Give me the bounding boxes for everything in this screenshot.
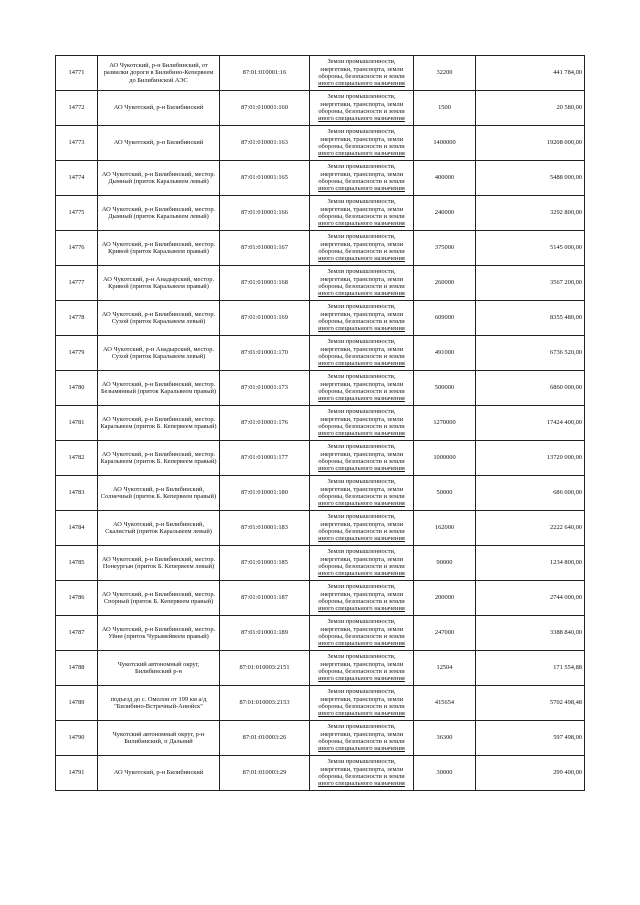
area-cell: 90000 [414,546,476,581]
area-cell: 162000 [414,511,476,546]
address-cell: АО Чукотский, р-н Билибинский, местор. Безымянный (приток Каральвеем правый) [98,371,220,406]
land-category-line: иного специального назначения [318,255,405,263]
land-category-line: иного специального назначения [318,150,405,158]
land-category-line: обороны, безопасности и земли [318,563,405,570]
land-category-line: иного специального назначения [318,325,405,333]
record-number-cell: 14780 [56,371,98,406]
address-cell: АО Чукотский, р-н Билибинский, местор. Каральвеем (приток Б. Кепервеем правый) [98,406,220,441]
cadastral-number-cell: 87:01:010001:173 [220,371,310,406]
record-number-cell: 14777 [56,266,98,301]
address-cell: АО Чукотский, р-н Билибинский, местор. Дымный (приток Каральвеем левый) [98,196,220,231]
table-row [56,546,585,581]
land-category-line: Земли промышленности, [327,338,396,346]
cadastral-number-cell: 87:01:010001:165 [220,161,310,196]
cadastral-number-cell: 87:01:010001:185 [220,546,310,581]
land-category-line: иного специального назначения [318,80,405,88]
land-category-line: энергетики, транспорта, земли [319,205,404,213]
table-row [56,581,585,616]
land-category-line: обороны, безопасности и земли [318,143,405,150]
record-number-cell: 14788 [56,651,98,686]
cadastral-value-cell: 17424 400,00 [476,406,585,441]
area-cell: 1270000 [414,406,476,441]
land-category-line: энергетики, транспорта, земли [319,520,404,528]
table-row [56,336,585,371]
land-category-line: Земли промышленности, [327,513,396,521]
cadastral-number-cell: 87:01:010001:166 [220,196,310,231]
land-category-line: энергетики, транспорта, земли [319,450,404,458]
land-category-line: энергетики, транспорта, земли [319,695,404,703]
land-category-line: энергетики, транспорта, земли [319,275,404,283]
land-category-line: энергетики, транспорта, земли [319,65,404,73]
table-row [56,476,585,511]
land-category-line: Земли промышленности, [327,548,396,556]
cadastral-value-cell: 1234 800,00 [476,546,585,581]
cadastral-number-cell: 87:01:010001:183 [220,511,310,546]
cadastral-value-cell: 19208 000,00 [476,126,585,161]
record-number-cell: 14775 [56,196,98,231]
land-category-line: обороны, безопасности и земли [318,703,405,710]
area-cell: 247000 [414,616,476,651]
cadastral-number-cell: 87:01:010001:177 [220,441,310,476]
address-cell: подъезд до с. Омолон от 199 км а/д "Билибино-Встречный-Анюйск" [98,686,220,721]
record-number-cell: 14787 [56,616,98,651]
table-row [56,56,585,91]
land-category-line: энергетики, транспорта, земли [319,485,404,493]
area-cell: 415654 [414,686,476,721]
table-row [56,266,585,301]
land-category-line: энергетики, транспорта, земли [319,100,404,108]
cadastral-value-cell: 171 554,88 [476,651,585,686]
land-category-line: иного специального назначения [318,185,405,193]
table-row [56,231,585,266]
land-category-cell [310,546,414,581]
land-category-cell [310,161,414,196]
land-category-line: энергетики, транспорта, земли [319,135,404,143]
cadastral-value-cell: 5488 000,00 [476,161,585,196]
land-category-line: энергетики, транспорта, земли [319,660,404,668]
area-cell: 1400000 [414,126,476,161]
address-cell: АО Чукотский, р-н Билибинский [98,756,220,791]
cadastral-number-cell: 87:01:010001:189 [220,616,310,651]
land-category-line: обороны, безопасности и земли [318,458,405,465]
cadastral-number-cell: 87:01:010003:2153 [220,686,310,721]
land-category-line: иного специального назначения [318,605,405,613]
address-cell: Чукотский автономный округ, р-н Билибинский, п Дальний [98,721,220,756]
land-category-line: иного специального назначения [318,780,405,788]
record-number-cell: 14774 [56,161,98,196]
address-cell: АО Чукотский, р-н Билибинский, местор. Дымный (приток Каральвеем левый) [98,161,220,196]
area-cell: 1500 [414,91,476,126]
cadastral-number-cell: 87:01:010003:29 [220,756,310,791]
land-category-line: энергетики, транспорта, земли [319,590,404,598]
land-category-line: иного специального назначения [318,290,405,298]
land-category-line: энергетики, транспорта, земли [319,170,404,178]
land-category-line: Земли промышленности, [327,618,396,626]
cadastral-value-cell: 5145 000,00 [476,231,585,266]
record-number-cell: 14781 [56,406,98,441]
land-category-line: Земли промышленности, [327,198,396,206]
table-row [56,301,585,336]
record-number-cell: 14782 [56,441,98,476]
land-category-line: иного специального назначения [318,535,405,543]
record-number-cell: 14778 [56,301,98,336]
cadastral-value-cell: 3388 840,00 [476,616,585,651]
land-category-cell [310,686,414,721]
land-category-line: энергетики, транспорта, земли [319,730,404,738]
land-category-line: Земли промышленности, [327,58,396,66]
record-number-cell: 14789 [56,686,98,721]
record-number-cell: 14786 [56,581,98,616]
cadastral-value-cell: 6860 000,00 [476,371,585,406]
cadastral-number-cell: 87:01:010001:167 [220,231,310,266]
land-category-cell [310,371,414,406]
land-category-line: обороны, безопасности и земли [318,108,405,115]
land-category-line: Земли промышленности, [327,163,396,171]
address-cell: АО Чукотский, р-н Билибинский, местор. Уйни (приток Чурымейвеем правый) [98,616,220,651]
cadastral-number-cell: 87:01:010001:176 [220,406,310,441]
cadastral-value-cell: 13720 000,00 [476,441,585,476]
land-category-cell [310,406,414,441]
table-row [56,91,585,126]
land-registry-table [55,55,585,791]
area-cell: 32200 [414,56,476,91]
land-category-line: энергетики, транспорта, земли [319,415,404,423]
cadastral-value-cell: 3567 200,00 [476,266,585,301]
address-cell: АО Чукотский, р-н Билибинский, местор. Понеургын (приток Б. Кепервеем левый) [98,546,220,581]
table-row [56,126,585,161]
land-category-line: иного специального назначения [318,360,405,368]
table-row [56,406,585,441]
land-category-line: иного специального назначения [318,430,405,438]
land-category-line: обороны, безопасности и земли [318,318,405,325]
cadastral-number-cell: 87:01:010001:163 [220,126,310,161]
land-category-line: иного специального назначения [318,640,405,648]
land-category-line: иного специального назначения [318,220,405,228]
address-cell: Чукотский автономный округ, Билибинский р-н [98,651,220,686]
cadastral-number-cell: 87:01:010001:169 [220,301,310,336]
land-category-line: обороны, безопасности и земли [318,353,405,360]
land-category-line: Земли промышленности, [327,303,396,311]
land-category-line: Земли промышленности, [327,408,396,416]
land-category-line: Земли промышленности, [327,233,396,241]
record-number-cell: 14771 [56,56,98,91]
record-number-cell: 14791 [56,756,98,791]
area-cell: 500000 [414,371,476,406]
record-number-cell: 14784 [56,511,98,546]
land-category-cell [310,651,414,686]
cadastral-value-cell: 6736 520,00 [476,336,585,371]
cadastral-number-cell: 87:01:010001:16 [220,56,310,91]
land-category-cell [310,91,414,126]
land-category-cell [310,441,414,476]
land-category-line: Земли промышленности, [327,443,396,451]
address-cell: АО Чукотский, р-н Билибинский, от развилки дороги в Билибино-Кепервеем до Билибинской АЭС [98,56,220,91]
area-cell: 36300 [414,721,476,756]
record-number-cell: 14772 [56,91,98,126]
area-cell: 1000000 [414,441,476,476]
table-row [56,651,585,686]
area-cell: 30000 [414,756,476,791]
record-number-cell: 14776 [56,231,98,266]
land-category-line: энергетики, транспорта, земли [319,555,404,563]
land-category-cell [310,721,414,756]
table-row [56,371,585,406]
land-category-line: обороны, безопасности и земли [318,73,405,80]
record-number-cell: 14773 [56,126,98,161]
land-category-line: Земли промышленности, [327,758,396,766]
land-category-line: обороны, безопасности и земли [318,283,405,290]
cadastral-value-cell: 3292 800,00 [476,196,585,231]
land-category-cell [310,336,414,371]
area-cell: 12504 [414,651,476,686]
land-category-line: обороны, безопасности и земли [318,773,405,780]
land-category-line: иного специального назначения [318,675,405,683]
land-category-line: иного специального назначения [318,745,405,753]
area-cell: 200000 [414,581,476,616]
land-category-cell [310,476,414,511]
area-cell: 491000 [414,336,476,371]
land-category-line: Земли промышленности, [327,268,396,276]
land-category-line: иного специального назначения [318,115,405,123]
address-cell: АО Чукотский, р-н Билибинский, местор. Спорный (приток Б. Кепервеем правый) [98,581,220,616]
land-category-cell [310,266,414,301]
land-category-cell [310,126,414,161]
table-body [56,56,585,791]
land-category-line: энергетики, транспорта, земли [319,345,404,353]
land-category-line: Земли промышленности, [327,478,396,486]
cadastral-value-cell: 2222 640,00 [476,511,585,546]
land-category-line: обороны, безопасности и земли [318,738,405,745]
area-cell: 240000 [414,196,476,231]
land-category-line: энергетики, транспорта, земли [319,240,404,248]
address-cell: АО Чукотский, р-н Билибинский [98,91,220,126]
land-category-cell [310,56,414,91]
land-category-line: обороны, безопасности и земли [318,493,405,500]
area-cell: 609000 [414,301,476,336]
land-category-cell [310,756,414,791]
table-row [56,511,585,546]
land-category-line: энергетики, транспорта, земли [319,380,404,388]
cadastral-value-cell: 597 498,00 [476,721,585,756]
cadastral-number-cell: 87:01:010001:187 [220,581,310,616]
land-category-line: иного специального назначения [318,500,405,508]
cadastral-number-cell: 87:01:010001:170 [220,336,310,371]
record-number-cell: 14785 [56,546,98,581]
area-cell: 50000 [414,476,476,511]
land-category-line: обороны, безопасности и земли [318,528,405,535]
cadastral-value-cell: 686 000,00 [476,476,585,511]
table-row [56,686,585,721]
land-category-line: обороны, безопасности и земли [318,633,405,640]
record-number-cell: 14783 [56,476,98,511]
cadastral-value-cell: 20 580,00 [476,91,585,126]
land-category-line: обороны, безопасности и земли [318,178,405,185]
cadastral-value-cell: 2744 000,00 [476,581,585,616]
address-cell: АО Чукотский, р-н Билибинский, местор. Сухой (приток Каральвеем левый) [98,301,220,336]
address-cell: АО Чукотский, р-н Анадырский, местор. Кривой (приток Каральвеем правый) [98,266,220,301]
table-row [56,441,585,476]
address-cell: АО Чукотский, р-н Билибинский, местор. Каральвеем (приток Б. Кепервеем правый) [98,441,220,476]
land-category-line: Земли промышленности, [327,583,396,591]
land-category-cell [310,301,414,336]
cadastral-value-cell: 8355 480,00 [476,301,585,336]
land-category-line: энергетики, транспорта, земли [319,310,404,318]
area-cell: 260000 [414,266,476,301]
land-category-line: Земли промышленности, [327,128,396,136]
land-category-cell [310,231,414,266]
land-category-line: обороны, безопасности и земли [318,423,405,430]
address-cell: АО Чукотский, р-н Билибинский, местор. Кривой (приток Каральвеем правый) [98,231,220,266]
land-category-line: обороны, безопасности и земли [318,668,405,675]
area-cell: 400000 [414,161,476,196]
land-category-line: Земли промышленности, [327,723,396,731]
table-row [56,616,585,651]
cadastral-number-cell: 87:01:010001:180 [220,476,310,511]
table-row [56,756,585,791]
cadastral-number-cell: 87:01:010003:2151 [220,651,310,686]
address-cell: АО Чукотский, р-н Билибинский [98,126,220,161]
cadastral-number-cell: 87:01:010001:160 [220,91,310,126]
land-category-line: энергетики, транспорта, земли [319,765,404,773]
address-cell: АО Чукотский, р-н Билибинский, Скалистый (приток Каральвеем левый) [98,511,220,546]
land-category-line: иного специального назначения [318,395,405,403]
land-category-line: обороны, безопасности и земли [318,213,405,220]
area-cell: 375000 [414,231,476,266]
table-row [56,161,585,196]
cadastral-value-cell: 5702 498,48 [476,686,585,721]
table-row [56,196,585,231]
land-category-cell [310,616,414,651]
land-category-line: энергетики, транспорта, земли [319,625,404,633]
record-number-cell: 14790 [56,721,98,756]
land-category-cell [310,581,414,616]
record-number-cell: 14779 [56,336,98,371]
cadastral-number-cell: 87:01:010001:168 [220,266,310,301]
land-category-line: иного специального назначения [318,465,405,473]
land-category-line: Земли промышленности, [327,653,396,661]
land-category-line: иного специального назначения [318,570,405,578]
address-cell: АО Чукотский, р-н Анадырский, местор. Сухой (приток Каральвеем левый) [98,336,220,371]
land-category-line: Земли промышленности, [327,93,396,101]
land-category-line: иного специального назначения [318,710,405,718]
cadastral-value-cell: 299 400,00 [476,756,585,791]
cadastral-value-cell: 441 784,00 [476,56,585,91]
land-category-line: обороны, безопасности и земли [318,598,405,605]
land-category-line: Земли промышленности, [327,688,396,696]
land-category-cell [310,511,414,546]
table-row [56,721,585,756]
cadastral-number-cell: 87:01:010003:26 [220,721,310,756]
land-category-line: Земли промышленности, [327,373,396,381]
land-category-line: обороны, безопасности и земли [318,248,405,255]
land-category-cell [310,196,414,231]
land-category-line: обороны, безопасности и земли [318,388,405,395]
address-cell: АО Чукотский, р-н Билибинский, Солнечный (приток Б. Кепервеем правый) [98,476,220,511]
